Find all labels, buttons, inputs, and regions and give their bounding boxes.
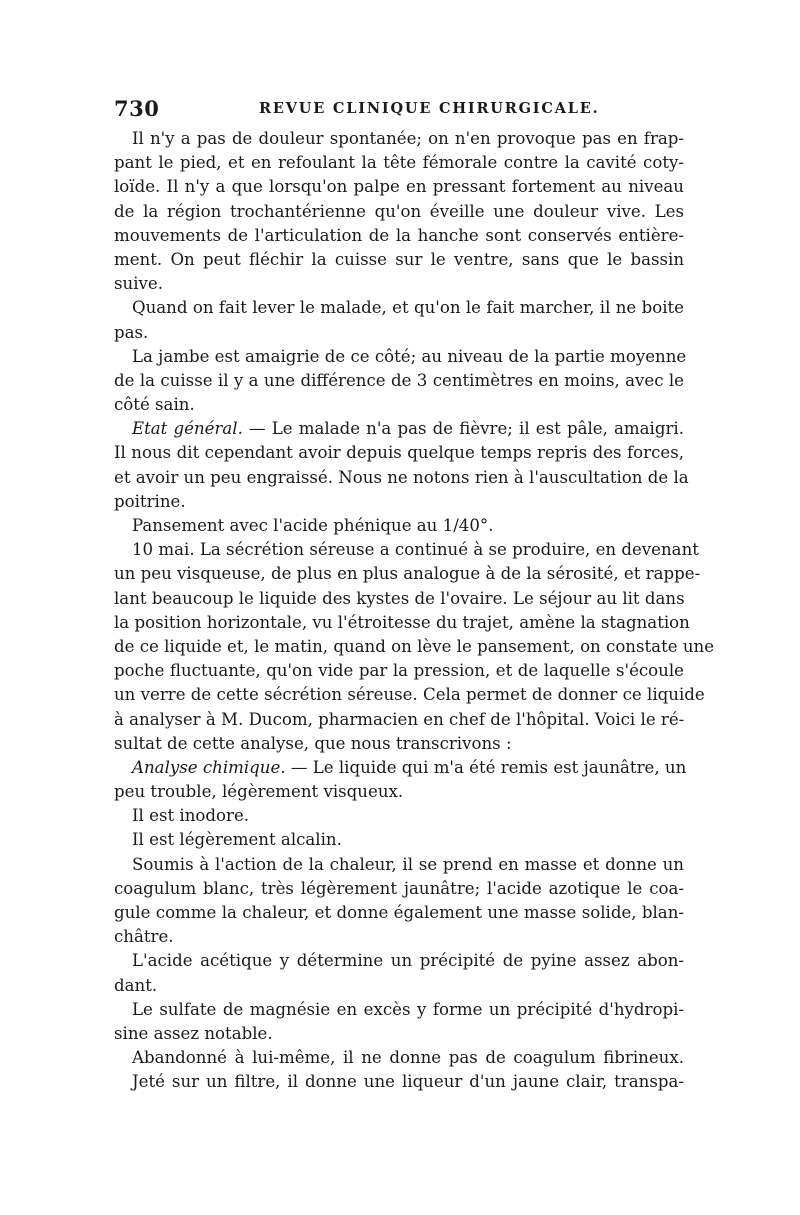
text-line-etat-general xyxy=(114,417,684,441)
text-line-analyse-chimique xyxy=(114,756,687,780)
text-line: loïde. Il n'y a que lorsqu'on palpe en pressant fortement au niveau xyxy=(114,177,684,197)
text-segment: — Le liquide qui m'a été remis est jaunâtre, un xyxy=(290,757,687,777)
page-number: 730 xyxy=(114,96,160,121)
text-line: dant. xyxy=(114,975,158,995)
text-line: mouvements de l'articulation de la hanche sont conservés entière- xyxy=(114,225,684,245)
text-line: pas. xyxy=(114,322,149,342)
text-line: suive. xyxy=(114,274,163,294)
text-line: de la cuisse il y a une différence de 3 centimètres en moins, avec le xyxy=(114,370,684,390)
text-line: Il est inodore. xyxy=(132,806,250,826)
text-line: châtre. xyxy=(114,927,174,947)
text-line: côté sain. xyxy=(114,395,195,415)
text-line: un peu visqueuse, de plus en plus analogue à de la sérosité, et rappe- xyxy=(114,564,701,584)
text-line: ment. On peut fléchir la cuisse sur le ventre, sans que le bassin xyxy=(114,249,684,269)
text-line: 10 mai. La sécrétion séreuse a continué à se produire, en devenant xyxy=(132,540,699,560)
page-header xyxy=(114,96,684,126)
text-line: sultat de cette analyse, que nous transcrivons : xyxy=(114,733,512,753)
text-line: Il nous dit cependant avoir depuis quelque temps repris des forces, xyxy=(114,443,684,463)
text-line: gule comme la chaleur, et donne également une masse solide, blan- xyxy=(114,903,684,922)
text-line: pant le pied, et en refoulant la tête fémorale contre la cavité coty- xyxy=(114,153,684,173)
text-line: et avoir un peu engraissé. Nous ne notons rien à l'auscultation de la xyxy=(114,467,689,487)
text-line: la position horizontale, vu l'étroitesse du trajet, amène la stagnation xyxy=(114,612,690,632)
text-line: Le sulfate de magnésie en excès y forme un précipité d'hydropi- xyxy=(132,999,684,1019)
text-line: sine assez notable. xyxy=(114,1023,273,1043)
text-line: à analyser à M. Ducom, pharmacien en chef de l'hôpital. Voici le ré- xyxy=(114,709,685,729)
text-line: Quand on fait lever le malade, et qu'on le fait marcher, il ne boite xyxy=(132,298,684,318)
text-line: poitrine. xyxy=(114,491,186,511)
text-line: de la région trochantérienne qu'on éveille une douleur vive. Les xyxy=(114,201,684,221)
text-segment: — Le malade n'a pas de fièvre; il est pâle, amaigri. xyxy=(249,419,684,439)
text-line: Il n'y a pas de douleur spontanée; on n'en provoque pas en frap- xyxy=(132,129,684,148)
section-label-etat-general: Etat général. xyxy=(132,419,243,439)
text-line: de ce liquide et, le matin, quand on lève le pansement, on constate une xyxy=(114,636,715,656)
text-line: peu trouble, légèrement visqueux. xyxy=(114,782,404,802)
running-head: REVUE CLINIQUE CHIRURGICALE. xyxy=(259,100,600,117)
text-line: Soumis à l'action de la chaleur, il se prend en masse et donne un xyxy=(132,854,684,874)
text-line: Pansement avec l'acide phénique au 1/40°. xyxy=(132,516,494,535)
text-line: poche fluctuante, qu'on vide par la pression, et de laquelle s'écoule xyxy=(114,661,684,681)
body-text xyxy=(114,127,715,1095)
text-line: L'acide acétique y détermine un précipité de pyine assez abon- xyxy=(132,951,684,971)
text-line: Il est légèrement alcalin. xyxy=(132,830,342,850)
text-line: Jeté sur un filtre, il donne une liqueur d'un jaune clair, transpa- xyxy=(132,1072,684,1092)
section-label-analyse-chimique: Analyse chimique. xyxy=(132,757,286,777)
text-line: La jambe est amaigrie de ce côté; au niveau de la partie moyenne xyxy=(132,346,687,366)
text-line: lant beaucoup le liquide des kystes de l'ovaire. Le séjour au lit dans xyxy=(114,588,685,608)
text-line: Abandonné à lui-même, il ne donne pas de coagulum fibrineux. xyxy=(132,1048,684,1068)
text-line: un verre de cette sécrétion séreuse. Cela permet de donner ce liquide xyxy=(114,685,705,705)
text-line: coagulum blanc, très légèrement jaunâtre; l'acide azotique le coa- xyxy=(114,878,684,898)
